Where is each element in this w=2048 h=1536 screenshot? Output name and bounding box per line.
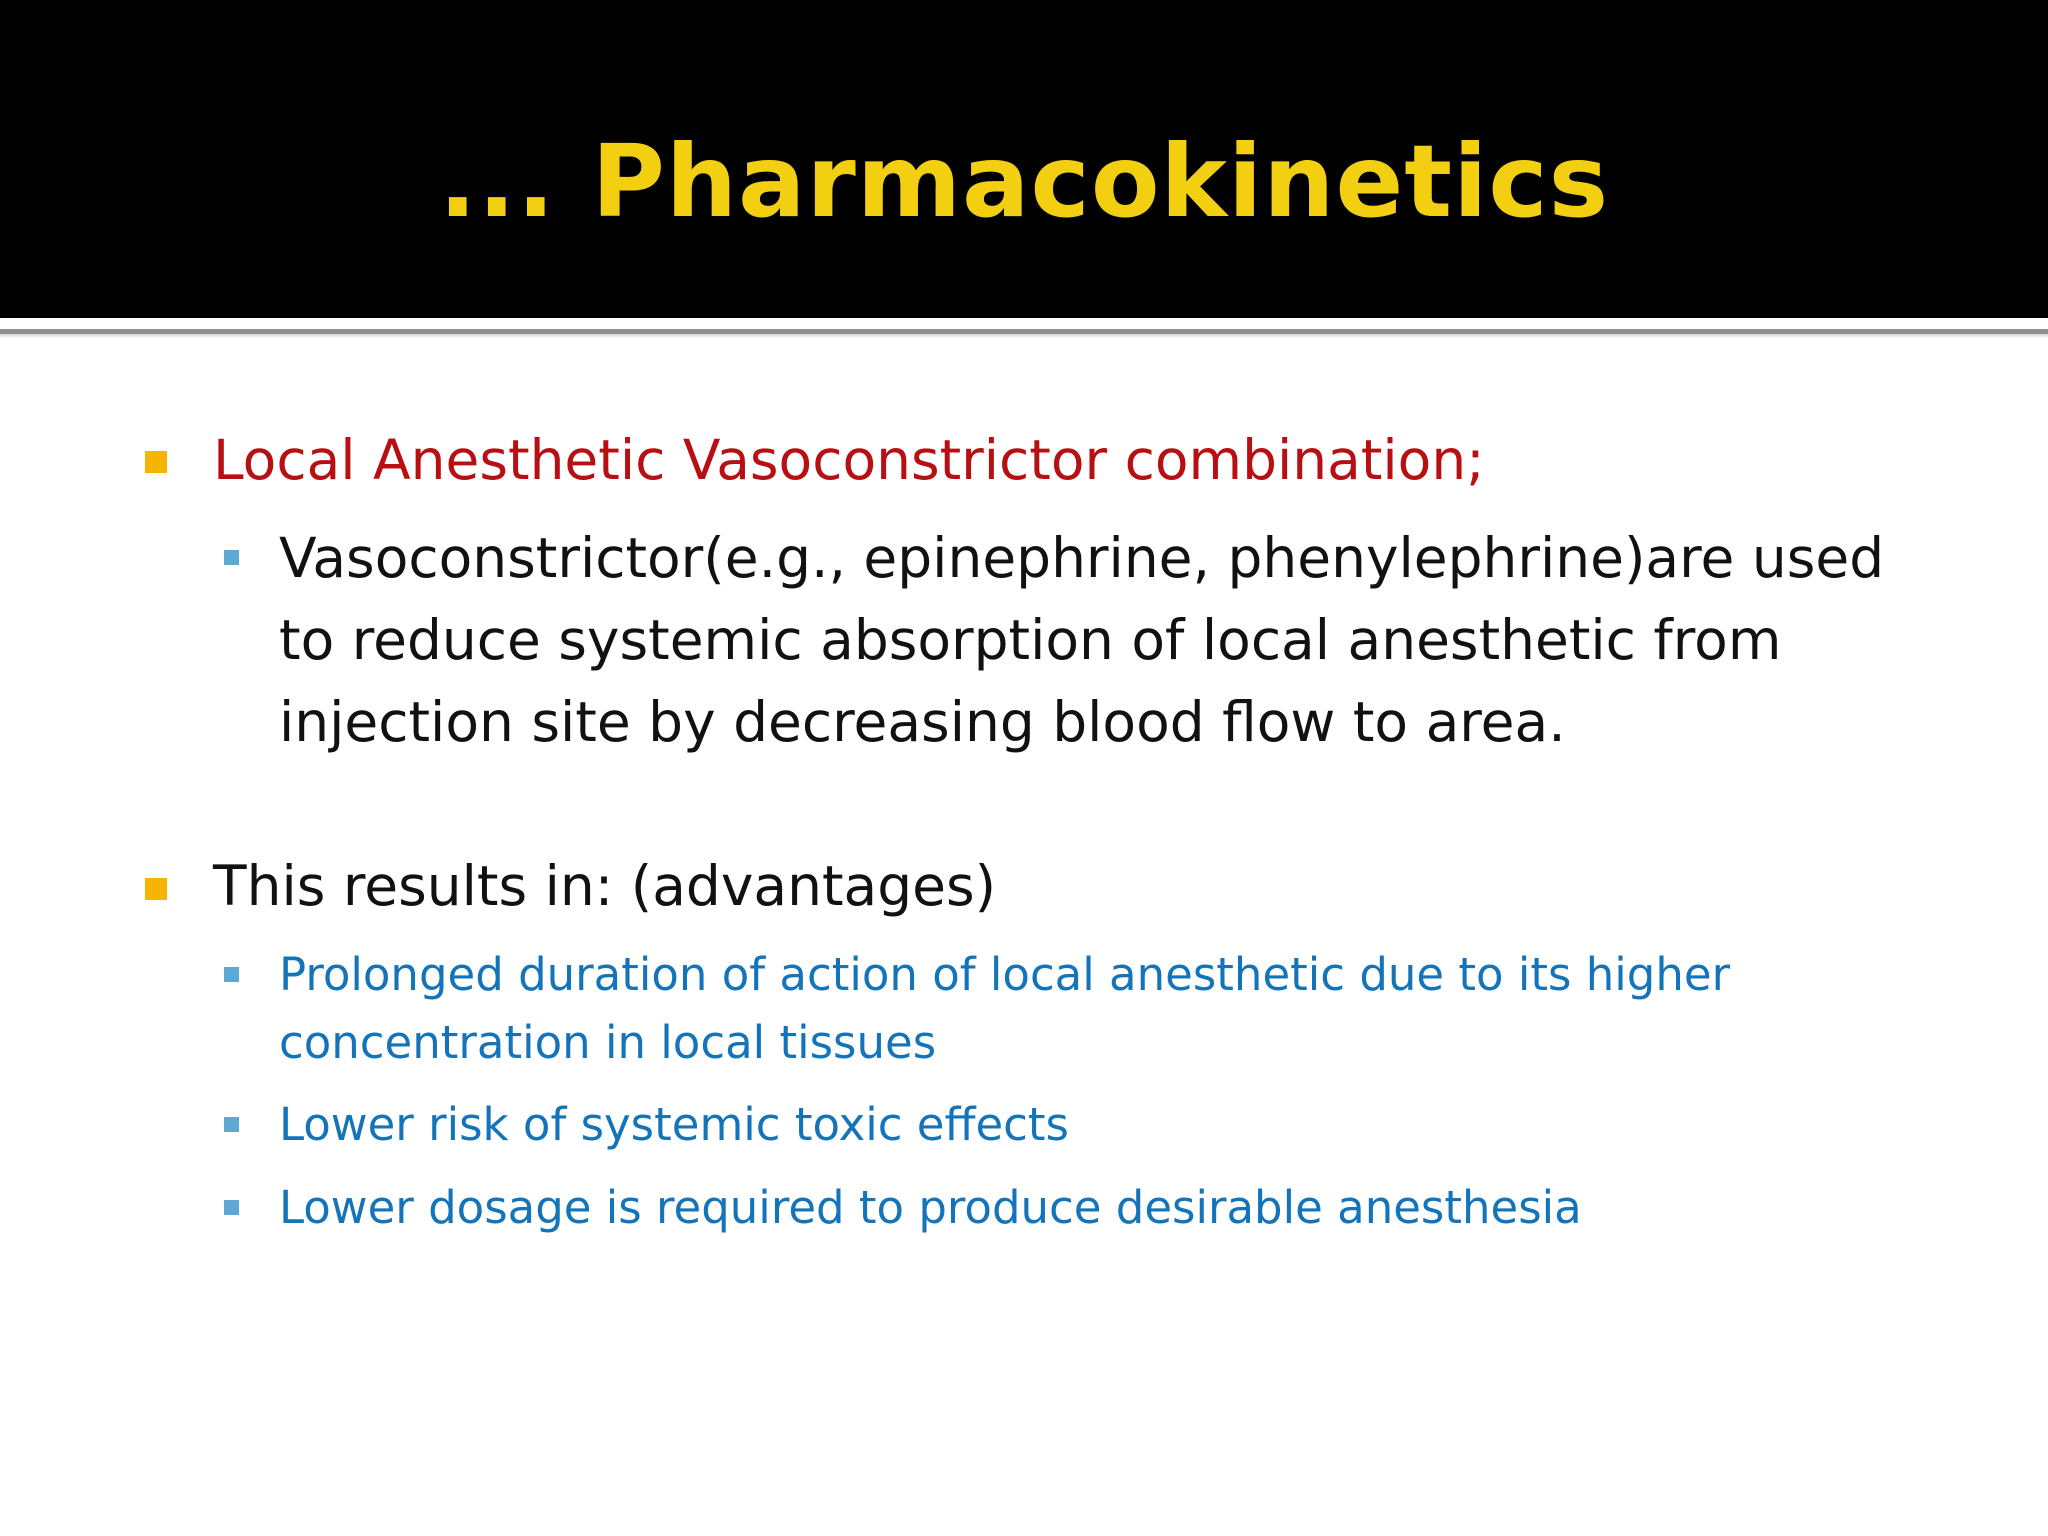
bullet-square-icon bbox=[145, 878, 167, 900]
bullet-text: Local Anesthetic Vasoconstrictor combination; bbox=[213, 428, 1485, 492]
sub-bullet-line: Lower risk of systemic toxic effects bbox=[279, 1098, 1070, 1151]
sub-bullet-line: injection site by decreasing blood flow to area. bbox=[279, 690, 1566, 754]
title-divider-gap bbox=[0, 318, 2048, 329]
sub-bullet-square-icon bbox=[224, 550, 239, 565]
bullet-square-icon bbox=[145, 451, 167, 473]
sub-bullet-line: to reduce systemic absorption of local anesthetic from bbox=[279, 608, 1782, 672]
sub-bullet-line: Lower dosage is required to produce desirable anesthesia bbox=[279, 1181, 1582, 1234]
slide-title: ... Pharmacokinetics bbox=[438, 123, 1610, 240]
bullet-text: This results in: (advantages) bbox=[213, 854, 997, 918]
sub-bullet-line: Prolonged duration of action of local anesthetic due to its higher bbox=[279, 948, 1731, 1001]
title-divider-shadow bbox=[0, 334, 2048, 338]
sub-bullet-line: Vasoconstrictor(e.g., epinephrine, phenylephrine)are used bbox=[279, 526, 1885, 590]
sub-bullet-square-icon bbox=[224, 1200, 239, 1215]
sub-bullet-line: concentration in local tissues bbox=[279, 1016, 937, 1069]
sub-bullet-square-icon bbox=[224, 1117, 239, 1132]
sub-bullet-square-icon bbox=[224, 967, 239, 982]
